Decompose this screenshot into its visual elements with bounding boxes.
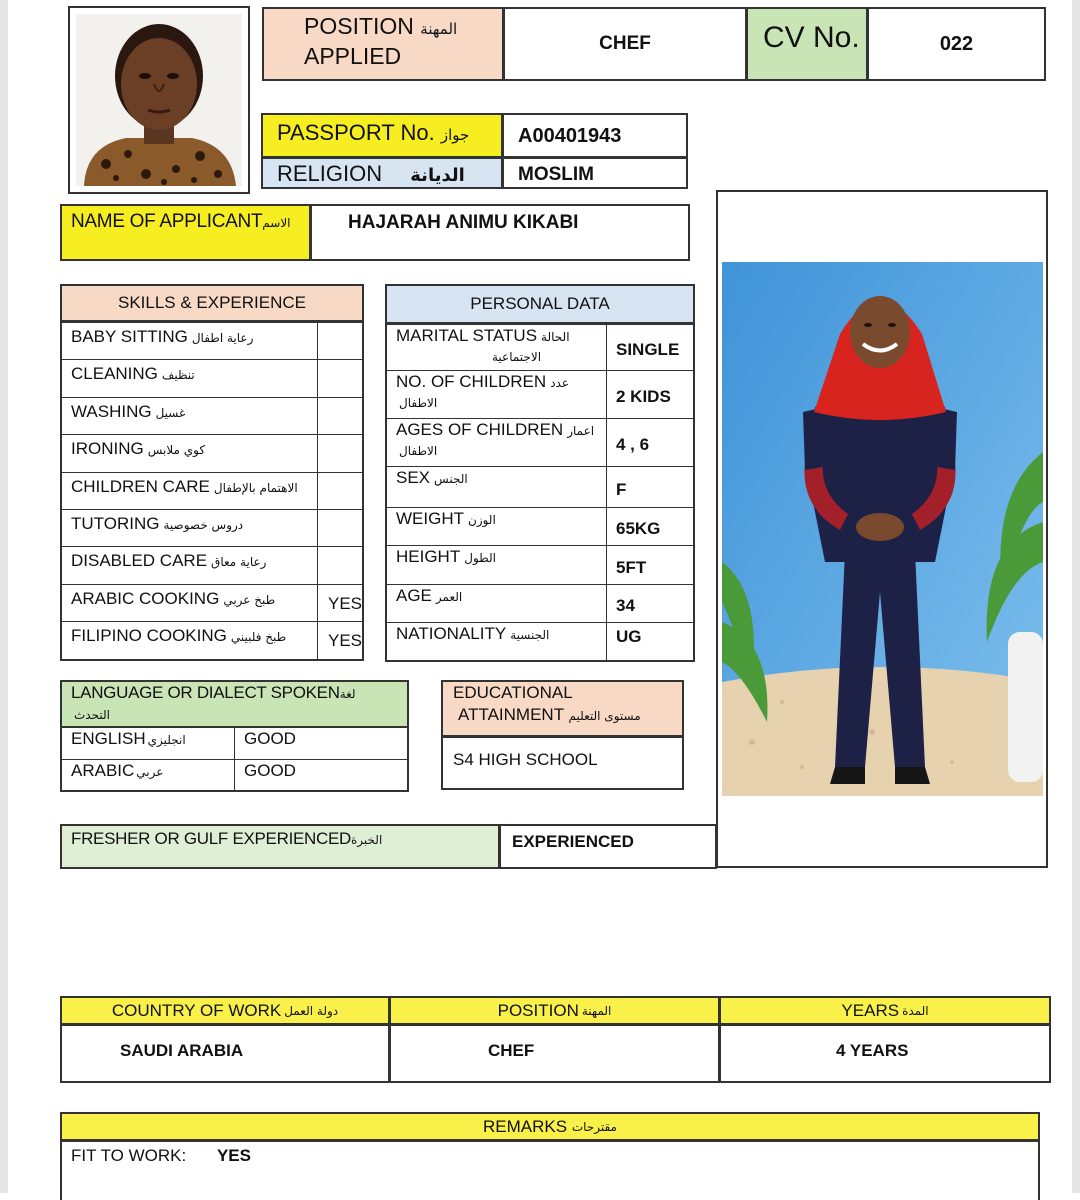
religion-value: [502, 157, 688, 189]
language-label-ar: عربي: [136, 765, 164, 779]
skill-label-ar: رعاية معاق: [211, 555, 267, 570]
personal-label-wrap: [396, 420, 594, 440]
education-header: [441, 680, 684, 737]
personal-label-ar: العمر: [435, 590, 463, 604]
language-title-ar: لغة: [339, 687, 356, 701]
personal-label-cell: [385, 466, 607, 508]
passport-label-ar: جواز: [440, 126, 470, 144]
work-header-cell: [60, 996, 390, 1025]
skill-label-wrap: [71, 402, 185, 422]
applicant-label-text: NAME OF APPLICANT: [71, 211, 263, 232]
skill-label: CHILDREN CARE: [71, 476, 210, 496]
skill-label-ar: طبخ فلبيني: [230, 630, 287, 645]
skill-label-ar: دروس خصوصية: [163, 518, 244, 532]
skill-value-cell: [317, 546, 364, 584]
skill-label: FILIPINO COOKING: [71, 626, 227, 646]
experience-value-text: EXPERIENCED: [512, 832, 634, 851]
personal-label: WEIGHT: [396, 509, 464, 528]
personal-label-wrap: [396, 547, 496, 567]
personal-table-bottom-border: [385, 660, 695, 662]
religion-label-text: RELIGION: [277, 161, 383, 186]
personal-label: NATIONALITY: [396, 624, 507, 643]
personal-label-ar: اعمار: [567, 424, 595, 438]
personal-label-wrap: [396, 326, 570, 346]
language-table-bottom-border: [60, 790, 409, 792]
cv-number-value: [867, 7, 1046, 81]
personal-label-wrap: [396, 468, 468, 488]
skill-label: TUTORING: [71, 514, 160, 533]
page-edge-right: [1072, 0, 1080, 1193]
language-label-ar: انجليزي: [147, 733, 186, 747]
skill-value-cell: [317, 584, 364, 622]
language-value-cell: [234, 727, 409, 760]
passport-value: [502, 113, 688, 158]
passport-label-text: PASSPORT No.: [277, 120, 435, 145]
skills-title: SKILLS & EXPERIENCE: [117, 293, 307, 312]
personal-label: NO. OF CHILDREN: [396, 372, 547, 391]
experience-label: [60, 824, 500, 869]
language-label-cell: [60, 727, 235, 760]
personal-value-cell: [606, 324, 695, 371]
personal-value: UG: [616, 627, 642, 646]
personal-data-title: PERSONAL DATA: [470, 294, 610, 313]
experience-label-ar: الخبرة: [351, 833, 383, 847]
applied-label: APPLIED: [304, 43, 402, 69]
education-title-ar: مستوى التعليم: [568, 709, 641, 723]
language-title: LANGUAGE OR DIALECT SPOKEN: [71, 683, 340, 702]
work-value-country: SAUDI ARABIA: [120, 1041, 244, 1060]
skill-label-wrap: [71, 589, 275, 609]
work-header-label-ar: المدة: [902, 1003, 929, 1018]
personal-label-cell: [385, 584, 607, 623]
personal-value: 4 , 6: [616, 435, 650, 454]
skills-table-bottom-border: [60, 659, 364, 661]
language-label-wrap: [71, 729, 186, 749]
work-value-years: 4 YEARS: [836, 1041, 909, 1060]
skill-label: CLEANING: [71, 364, 158, 384]
work-cell-years: [719, 1024, 1051, 1083]
work-header-label-ar: المهنة: [581, 1003, 612, 1018]
skill-label-cell: [60, 584, 318, 622]
personal-label: AGE: [396, 586, 432, 605]
personal-label-ar: الطول: [464, 551, 496, 565]
skill-value-cell: [317, 472, 364, 510]
work-header-cell: [719, 996, 1051, 1025]
skill-label-cell: [60, 397, 318, 435]
remarks-title-ar: مقترحات: [571, 1119, 617, 1134]
position-applied-label: [262, 7, 504, 81]
skill-value-cell: [317, 434, 364, 472]
personal-label-cell: [385, 545, 607, 585]
remarks-title: REMARKS: [483, 1116, 568, 1136]
personal-label: AGES OF CHILDREN: [396, 420, 564, 439]
skill-label: IRONING: [71, 439, 144, 459]
passport-label: [261, 113, 503, 158]
skill-label-ar: طبخ عربي: [223, 592, 276, 607]
personal-value: 34: [616, 596, 635, 615]
language-label-wrap: [71, 761, 163, 781]
remarks-body: [60, 1140, 1040, 1200]
experience-label-text: FRESHER OR GULF EXPERIENCED: [71, 829, 352, 848]
skill-label-ar: تنظيف: [161, 368, 195, 383]
skill-label-cell: [60, 546, 318, 584]
cv-value-text: 022: [939, 32, 974, 55]
full-body-photo: [722, 262, 1043, 796]
position-value-text: CHEF: [599, 33, 651, 54]
personal-label: HEIGHT: [396, 547, 461, 566]
skill-label-ar: غسيل: [155, 405, 186, 420]
position-applied-value: [503, 7, 747, 81]
personal-value: 5FT: [616, 557, 647, 577]
skill-label-wrap: [71, 327, 253, 347]
personal-label-ar: الجنس: [434, 472, 468, 486]
personal-label-ar: الوزن: [468, 513, 496, 527]
personal-label-ar: الجنسية: [510, 628, 550, 642]
skill-value-cell: [317, 322, 364, 360]
personal-value: SINGLE: [616, 340, 680, 359]
personal-value-cell: [606, 507, 695, 546]
remarks-header: [60, 1112, 1040, 1141]
skill-label: WASHING: [71, 401, 152, 421]
work-header-label: COUNTRY OF WORK: [111, 1000, 282, 1020]
personal-label-cell: [385, 418, 607, 467]
skill-label: BABY SITTING: [71, 327, 188, 346]
language-label-cell: [60, 759, 235, 792]
personal-value-cell: [606, 545, 695, 585]
skill-value: YES: [328, 631, 363, 651]
personal-label-cell: [385, 622, 607, 662]
education-title2: ATTAINMENT: [458, 705, 564, 724]
personal-label-ar: عدد: [550, 376, 569, 390]
cv-label-text: CV No.: [763, 21, 860, 54]
position-label: POSITION: [304, 13, 414, 39]
fit-to-work-label: FIT TO WORK:: [71, 1146, 187, 1165]
language-label: ENGLISH: [71, 729, 146, 748]
work-header-label: YEARS: [841, 1000, 900, 1020]
personal-value: F: [616, 479, 627, 499]
skill-value: YES: [328, 593, 363, 613]
skill-label-cell: [60, 322, 318, 360]
skill-label-ar: الاهتمام بالإطفال: [213, 480, 298, 495]
personal-label-cell: [385, 370, 607, 419]
skills-header: [60, 284, 364, 322]
personal-label-ar2: الاطفال: [399, 396, 438, 410]
personal-value-cell: [606, 584, 695, 623]
skill-label: ARABIC COOKING: [71, 588, 220, 608]
skill-label-wrap: [71, 551, 266, 571]
skill-value-cell: [317, 359, 364, 397]
skill-label-ar: رعاية اطفال: [191, 331, 254, 345]
skill-label-cell: [60, 621, 318, 659]
position-label-ar: المهنة: [420, 20, 458, 38]
language-title-ar2: التحدث: [74, 708, 110, 722]
language-label: ARABIC: [71, 761, 135, 780]
page-edge-left: [0, 0, 8, 1193]
personal-label-wrap: [396, 624, 549, 644]
applicant-label-ar: الاسم: [262, 216, 291, 230]
skill-label-cell: [60, 359, 318, 397]
religion-value-text: MOSLIM: [518, 164, 594, 185]
skill-value-cell: [317, 509, 364, 547]
skill-label-wrap: [71, 514, 243, 534]
work-cell-country: [60, 1024, 390, 1083]
personal-value-cell: [606, 370, 695, 419]
personal-label: SEX: [396, 468, 431, 487]
fit-to-work-value: YES: [216, 1146, 251, 1165]
personal-label-ar: الحالة: [541, 330, 570, 344]
skill-label-wrap: [71, 364, 195, 384]
skill-label-wrap: [71, 477, 298, 497]
religion-label: [261, 157, 503, 189]
work-header-cell: [389, 996, 720, 1025]
skill-value-cell: [317, 397, 364, 435]
work-cell-position: [389, 1024, 720, 1083]
personal-value-cell: [606, 418, 695, 467]
work-header-label-ar: دولة العمل: [284, 1003, 339, 1018]
applicant-name-label: [60, 204, 311, 261]
language-value-cell: [234, 759, 409, 792]
passport-photo-image: [76, 14, 242, 186]
personal-value-cell: [606, 622, 695, 662]
passport-value-text: A00401943: [518, 125, 622, 147]
personal-value: 65KG: [616, 519, 661, 538]
work-value-position: CHEF: [488, 1041, 535, 1060]
skill-label: DISABLED CARE: [71, 551, 208, 571]
language-value: GOOD: [244, 761, 296, 780]
skill-label-cell: [60, 472, 318, 510]
education-value-text: S4 HIGH SCHOOL: [453, 750, 598, 769]
cv-number-label: [746, 7, 868, 81]
passport-photo: [68, 6, 250, 194]
skill-label-cell: [60, 509, 318, 547]
personal-label-cell: [385, 507, 607, 546]
personal-label: MARITAL STATUS: [396, 326, 538, 345]
experience-value: [499, 824, 717, 869]
personal-label-ar2: الاجتماعية: [492, 350, 542, 364]
applicant-name-value: [310, 204, 690, 261]
personal-value: 2 KIDS: [616, 387, 671, 406]
personal-label-wrap: [396, 586, 462, 606]
personal-label-ar2: الاطفال: [399, 444, 438, 458]
personal-label-cell: [385, 324, 607, 371]
language-header: [60, 680, 409, 728]
personal-value-cell: [606, 466, 695, 508]
religion-label-ar: الديانة: [410, 165, 465, 185]
personal-label-wrap: [396, 372, 569, 392]
personal-data-header: [385, 284, 695, 324]
skill-label-wrap: [71, 626, 286, 646]
education-title1: EDUCATIONAL: [453, 683, 573, 702]
skill-label-wrap: [71, 439, 205, 459]
applicant-name-text: HAJARAH ANIMU KIKABI: [348, 212, 579, 233]
skill-label-cell: [60, 434, 318, 472]
education-value: [441, 736, 684, 790]
language-value: GOOD: [244, 729, 296, 748]
skill-label-ar: كوي ملابس: [147, 443, 206, 458]
personal-label-wrap: [396, 509, 496, 529]
full-body-photo-image: [722, 262, 1043, 796]
work-header-label: POSITION: [497, 1000, 579, 1020]
skill-value-cell: [317, 621, 364, 659]
